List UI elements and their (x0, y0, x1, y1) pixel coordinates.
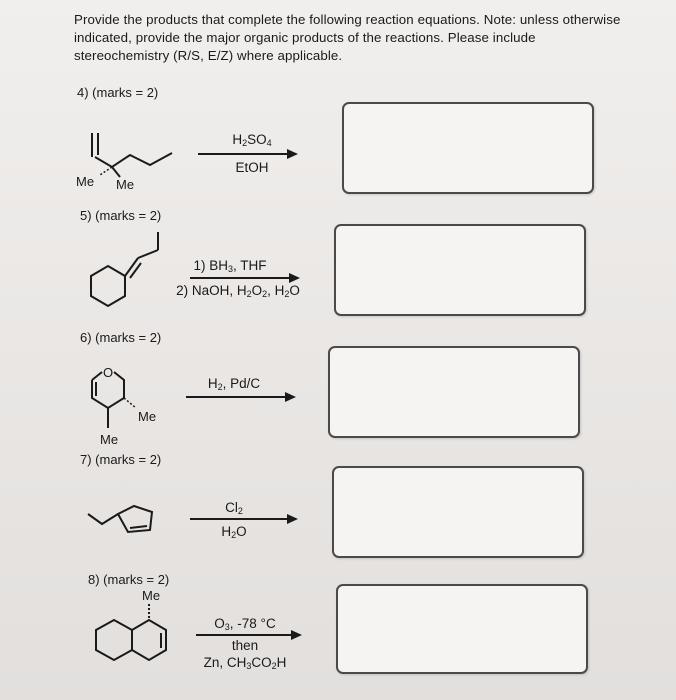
question-4-substrate (70, 125, 180, 195)
question-7-label: 7) (marks = 2) (80, 452, 162, 467)
question-8-reagent-line2: then (231, 638, 259, 653)
q8-me-label: Me (142, 588, 161, 603)
question-7-reagent-bottom: $H_2O$ (221, 524, 247, 540)
question-8-answer-box[interactable] (336, 584, 588, 674)
question-6-answer-box[interactable] (328, 346, 580, 438)
question-8-substrate (86, 588, 186, 668)
question-6-label: 6) (marks = 2) (80, 330, 162, 345)
question-8-arrow (196, 634, 300, 636)
question-5-substrate (78, 228, 178, 318)
q6-me-label-2: Me (100, 432, 119, 447)
question-4-label: 4) (marks = 2) (77, 85, 159, 100)
question-4-answer-box[interactable] (342, 102, 594, 194)
question-4-reagent-top: $H_2SO_4$ (232, 132, 272, 148)
question-7-answer-box[interactable] (332, 466, 584, 558)
question-6-substrate (78, 360, 178, 450)
question-7-arrow (190, 518, 296, 520)
q6-me-label-1: Me (138, 409, 157, 424)
question-7-reagent-top: $Cl_2$ (225, 500, 243, 516)
question-4-reagent-bottom: EtOH (235, 160, 269, 175)
question-5-label: 5) (marks = 2) (80, 208, 162, 223)
question-6-reagent-top: $H_2$, Pd/C (207, 376, 261, 392)
question-8-reagent-line3: Zn, $CH_3CO_2H$ (203, 655, 287, 671)
q4-me-label-1: Me (76, 174, 95, 189)
question-4-arrow (198, 153, 296, 155)
question-5-arrow (190, 277, 298, 279)
question-6-arrow (186, 396, 294, 398)
question-5-reagent-line2: 2) NaOH, $H_2O_2$, $H_2O$ (176, 283, 300, 299)
question-5-reagent-line1: 1) $BH_3$, THF (193, 258, 267, 274)
question-8-label: 8) (marks = 2) (88, 572, 170, 587)
question-5-answer-box[interactable] (334, 224, 586, 316)
instructions-text: Provide the products that complete the following reaction equations. Note: unless otherwise indicated, provide the major organic products of the reactions. Please include stereochemistry (R/S, E/Z) where applicable. (74, 12, 621, 63)
q6-oxygen-label: O (103, 365, 114, 380)
question-8-reagent-line1: $O_3$, -78 °C (214, 616, 276, 632)
question-7-substrate (84, 500, 184, 550)
q4-me-label-2: Me (116, 177, 135, 192)
